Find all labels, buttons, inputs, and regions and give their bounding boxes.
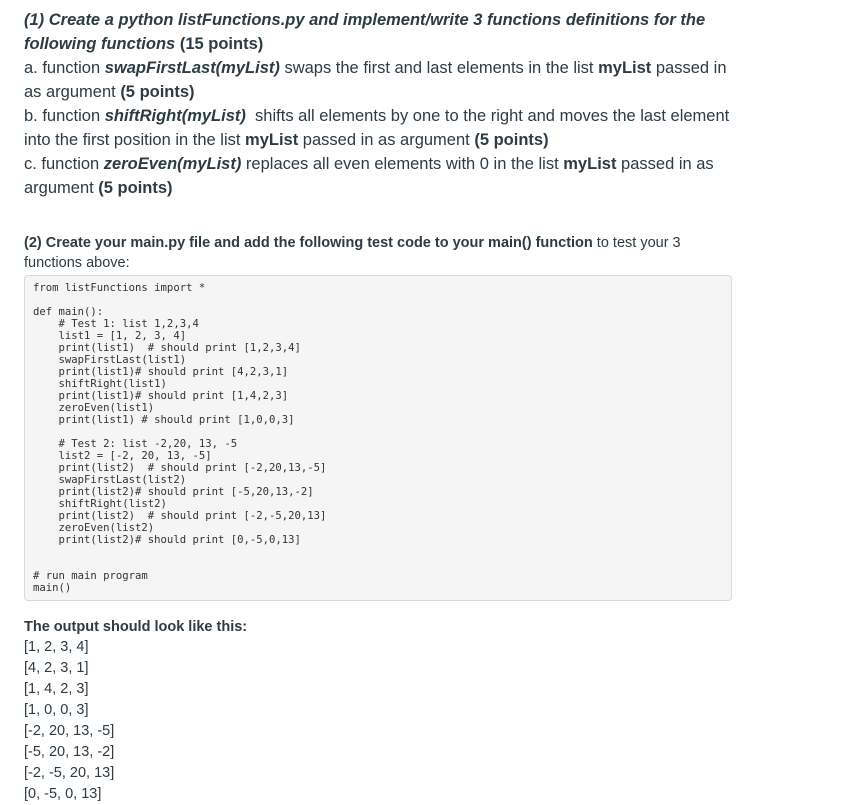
output-line: [-2, 20, 13, -5] [24,723,115,739]
code-line: zeroEven(list2) [33,522,155,534]
code-line: # Test 2: list -2,20, 13, -5 [33,438,238,450]
question-1-heading: (1) Create a python listFunctions.py and implement/write 3 functions definitions for the following functions [24,11,706,53]
code-line [33,294,731,306]
code-line: print(list1)# should print [1,4,2,3] [33,390,289,402]
code-block [24,275,732,601]
document [24,8,740,805]
item-b-points: (5 points) [474,131,549,149]
item-c-points: (5 points) [98,179,173,197]
item-b-text2: passed in as argument [298,131,475,149]
item-b [24,104,740,152]
code-line: list1 = [1, 2, 3, 4] [33,330,187,342]
item-a-points: (5 points) [120,83,195,101]
item-c-function: zeroEven(myList) [103,155,242,173]
item-a-text2: passed in as argument [24,59,727,101]
question-1 [24,8,740,200]
item-a-text: swaps the first and last elements in the list [279,59,599,77]
code-line: shiftRight(list1) [33,378,167,390]
code-line: swapFirstLast(list1) [33,354,187,366]
code-line: print(list1) # should print [1,0,0,3] [33,414,295,426]
question-2-rest: to test your 3 functions above: [24,235,681,271]
code-line: swapFirstLast(list2) [33,474,187,486]
code-line: print(list2) # should print [-2,20,13,-5] [33,462,327,474]
code-line: zeroEven(list1) [33,402,155,414]
question-1-title [24,8,740,56]
item-a-function: swapFirstLast(myList) [104,59,280,77]
item-a-var: myList [598,59,652,77]
output-list [24,637,740,805]
item-b-var: myList [245,131,299,149]
item-b-text: shifts all elements by one to the right and moves the last element into the first position in the list [24,107,734,149]
output-line: [-5, 20, 13, -2] [24,744,115,760]
item-b-function: shiftRight(myList) [104,107,246,125]
question-1-points: (15 points) [179,35,264,53]
question-2 [24,233,740,273]
item-c-var: myList [563,155,617,173]
code-line: main() [33,582,72,594]
item-c-text2: passed in as argument [24,155,714,197]
output-line: [0, -5, 0, 13] [24,786,102,802]
code-line [33,558,731,570]
item-c [24,152,740,200]
question-2-bold: (2) Create your main.py file and add the following test code to your main() function [24,235,593,251]
item-c-prefix: c. function [24,155,104,173]
code-line: print(list1)# should print [4,2,3,1] [33,366,289,378]
output-line: [1, 0, 0, 3] [24,702,89,718]
code-line [33,426,731,438]
item-b-prefix: b. function [24,107,105,125]
code-line: print(list2)# should print [-5,20,13,-2] [33,486,314,498]
code-line: def main(): [33,306,104,318]
code-line: list2 = [-2, 20, 13, -5] [33,450,212,462]
code-line: from listFunctions import * [33,282,206,294]
output-line: [1, 2, 3, 4] [24,639,89,655]
code-line: print(list1) # should print [1,2,3,4] [33,342,301,354]
code-line: print(list2)# should print [0,-5,0,13] [33,534,301,546]
code-line: shiftRight(list2) [33,498,167,510]
output-line: [4, 2, 3, 1] [24,660,89,676]
item-c-text: replaces all even elements with 0 in the list [241,155,564,173]
code-line: # run main program [33,570,148,582]
code-line [33,546,731,558]
output-title: The output should look like this: [24,619,248,635]
output-line: [-2, -5, 20, 13] [24,765,115,781]
code-line: # Test 1: list 1,2,3,4 [33,318,199,330]
output-line: [1, 4, 2, 3] [24,681,89,697]
item-a-prefix: a. function [24,59,105,77]
item-a [24,56,740,104]
code-line: print(list2) # should print [-2,-5,20,13] [33,510,327,522]
